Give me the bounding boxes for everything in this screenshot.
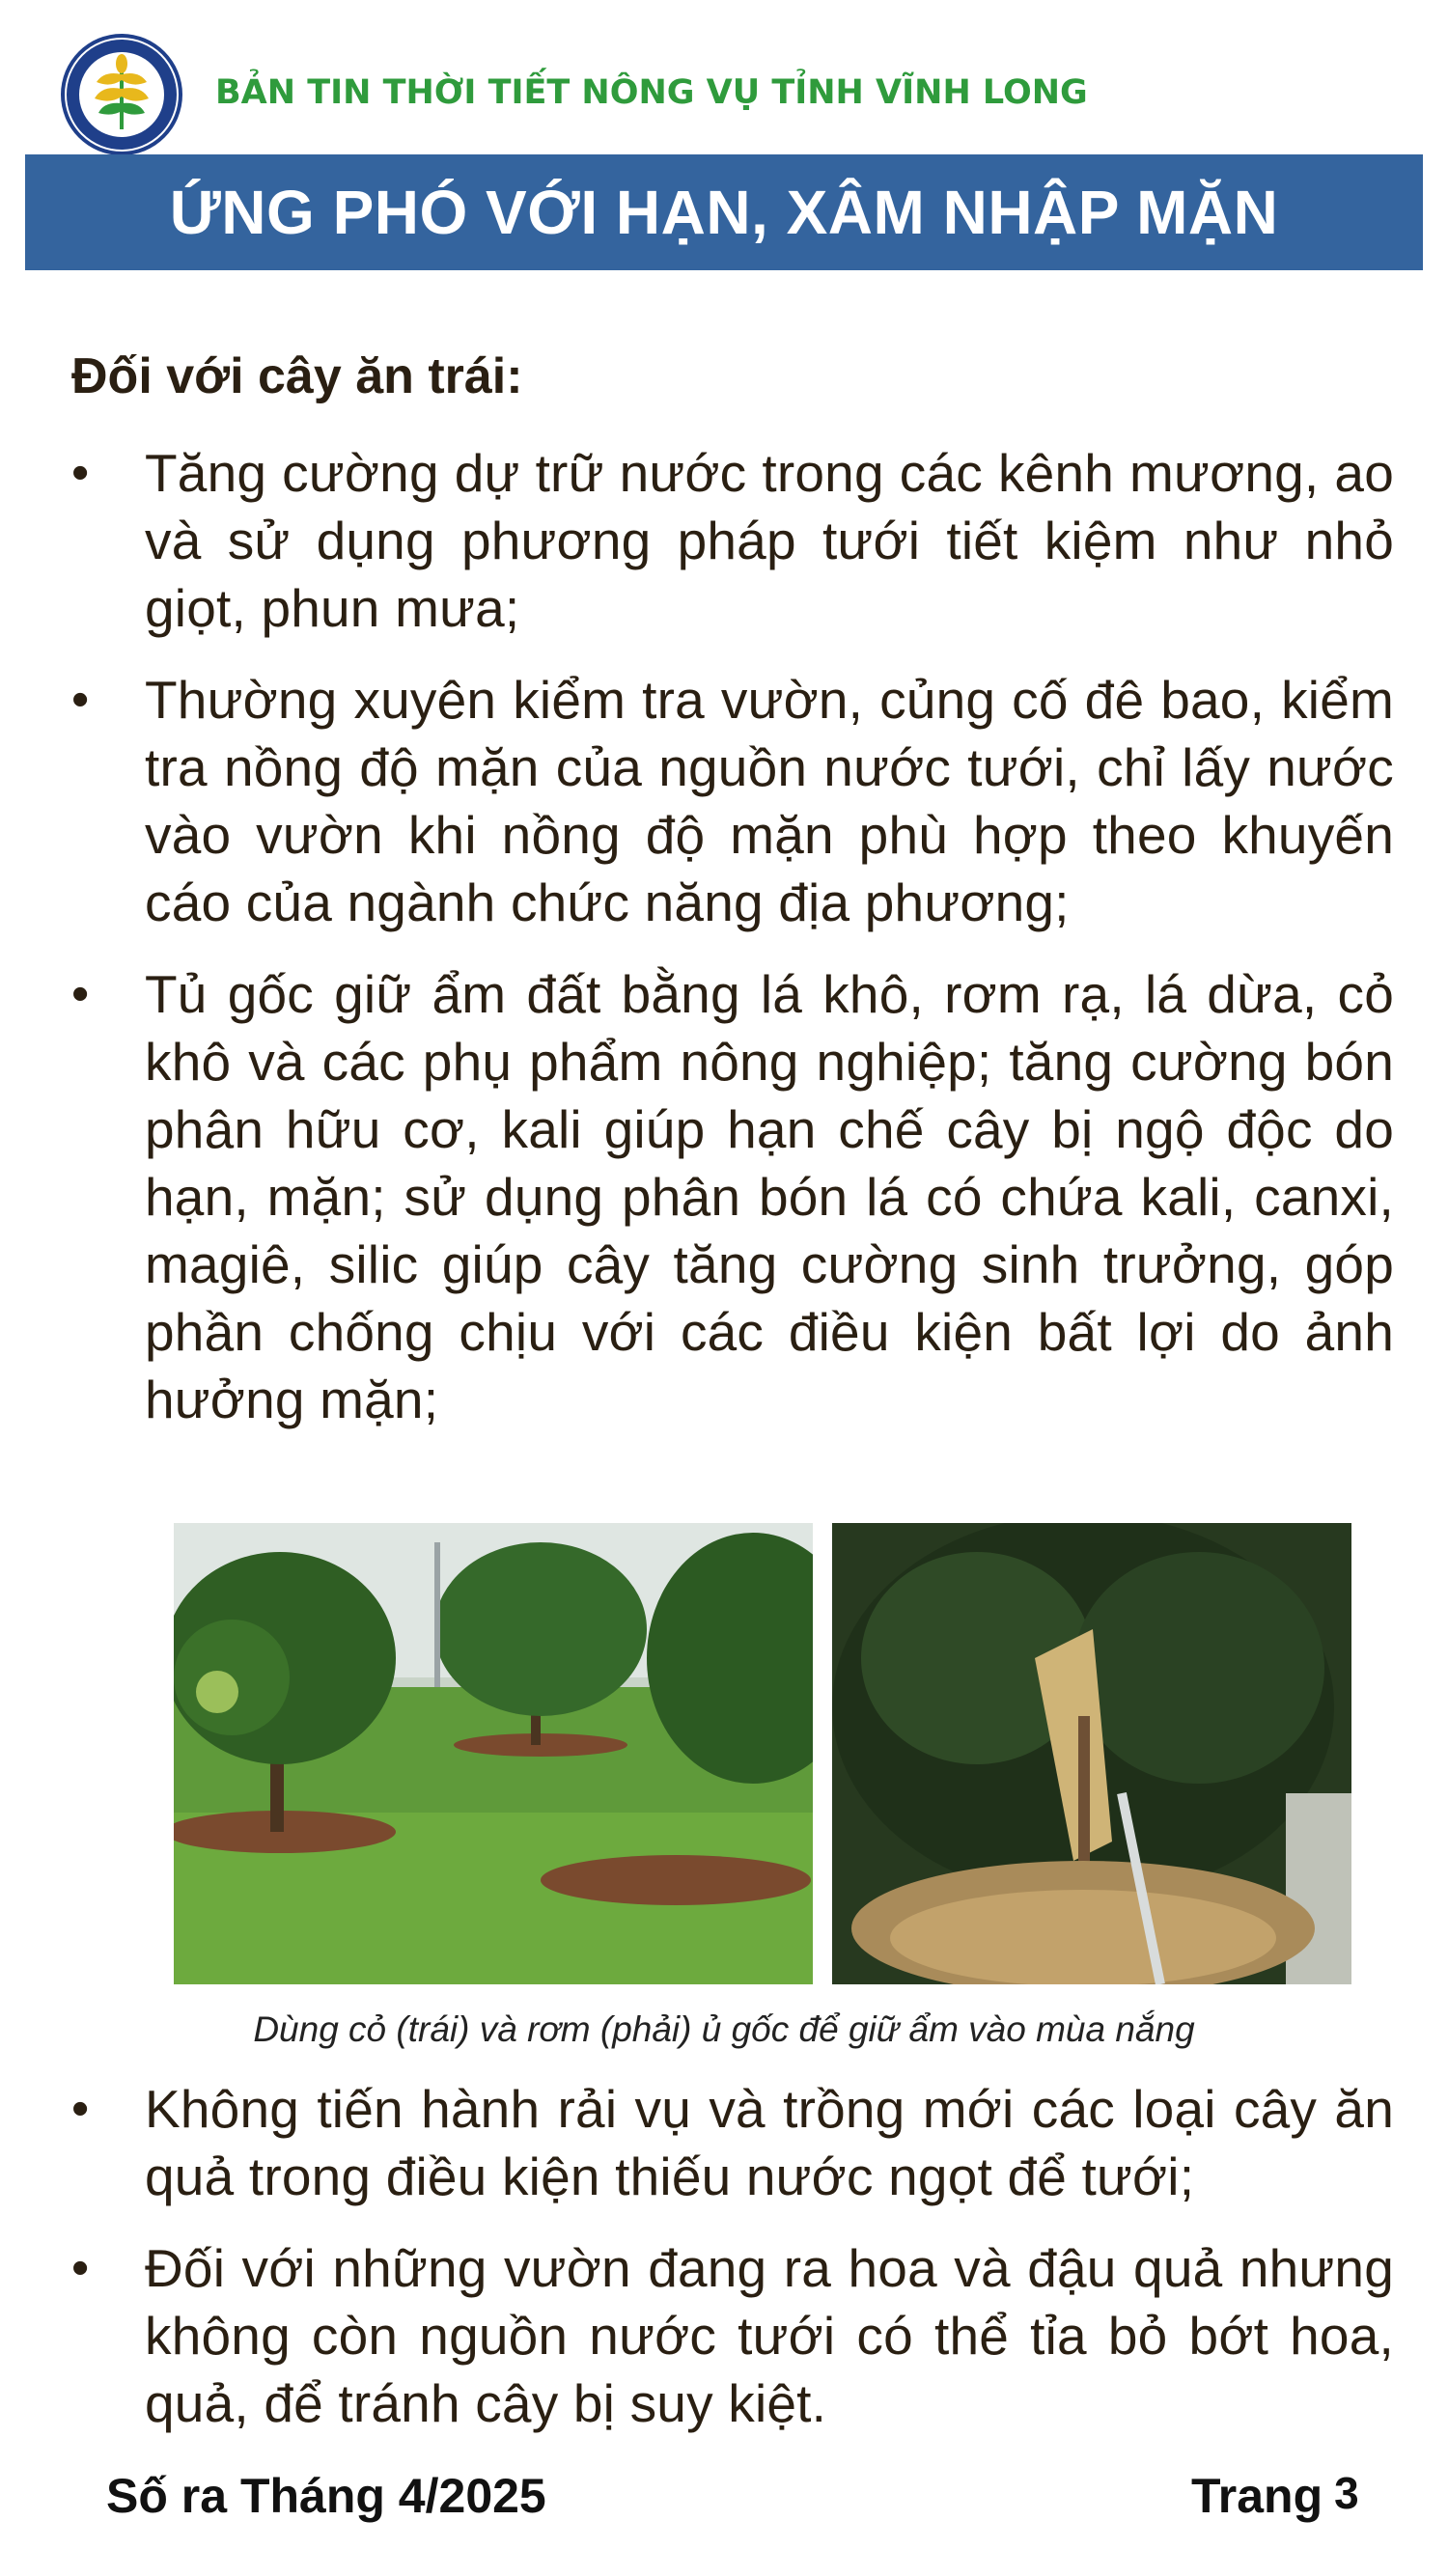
bullet-dot-icon: • xyxy=(71,2240,90,2296)
page-header xyxy=(58,31,1409,161)
banner-title: ỨNG PHÓ VỚI HẠN, XÂM NHẬP MẶN xyxy=(169,178,1279,247)
page-label: Trang xyxy=(1191,2469,1323,2523)
bullet-list-bottom xyxy=(71,2075,1394,2437)
agriculture-emblem-icon xyxy=(58,31,185,158)
list-item xyxy=(71,439,1394,642)
bullet-list-top xyxy=(71,439,1394,1433)
list-item-text: Tủ gốc giữ ẩm đất bằng lá khô, rơm rạ, lá dừa, cỏ khô và các phụ phẩm nông nghiệp; tăng cường bón phân hữu cơ, kali giúp hạn chế cây bị ngộ độc do hạn, mặn; sử dụng phân bón lá có chứa kali, canxi, magiê, silic giúp cây tăng cường sinh trưởng, góp phần chống chịu với các điều kiện bất lợi do ảnh hưởng mặn; xyxy=(145,964,1394,1429)
page-indicator xyxy=(1191,2468,1359,2524)
list-item xyxy=(71,666,1394,936)
straw-mulch-tree-photo xyxy=(832,1523,1351,1984)
publication-title: BẢN TIN THỜI TIẾT NÔNG VỤ TỈNH VĨNH LONG xyxy=(215,73,1088,112)
figure-caption: Dùng cỏ (trái) và rơm (phải) ủ gốc để giữ ẩm vào mùa nắng xyxy=(253,2009,1195,2049)
bullet-dot-icon: • xyxy=(71,445,90,501)
list-item-text: Đối với những vườn đang ra hoa và đậu quả nhưng không còn nguồn nước tưới có thể tỉa bỏ bớt hoa, quả, để tránh cây bị suy kiệt. xyxy=(145,2238,1394,2433)
list-item xyxy=(71,2075,1394,2210)
bullet-dot-icon: • xyxy=(71,672,90,728)
bullet-dot-icon: • xyxy=(71,2081,90,2137)
list-item-text: Tăng cường dự trữ nước trong các kênh mương, ao và sử dụng phương pháp tưới tiết kiệm như nhỏ giọt, phun mưa; xyxy=(145,443,1394,638)
list-item-text: Không tiến hành rải vụ và trồng mới các loại cây ăn quả trong điều kiện thiếu nước ngọt để tưới; xyxy=(145,2079,1394,2206)
section-heading: Đối với cây ăn trái: xyxy=(71,348,523,404)
title-banner xyxy=(25,154,1423,270)
list-item xyxy=(71,2234,1394,2437)
list-item xyxy=(71,960,1394,1433)
bullet-dot-icon: • xyxy=(71,966,90,1022)
grass-mulch-orchard-photo xyxy=(174,1523,813,1984)
issue-date: Số ra Tháng 4/2025 xyxy=(106,2469,546,2523)
page-number: 3 xyxy=(1334,2468,1359,2518)
list-item-text: Thường xuyên kiểm tra vườn, củng cố đê bao, kiểm tra nồng độ mặn của nguồn nước tưới, chỉ lấy nước vào vườn khi nồng độ mặn phù hợp theo khuyến cáo của ngành chức năng địa phương; xyxy=(145,670,1394,932)
